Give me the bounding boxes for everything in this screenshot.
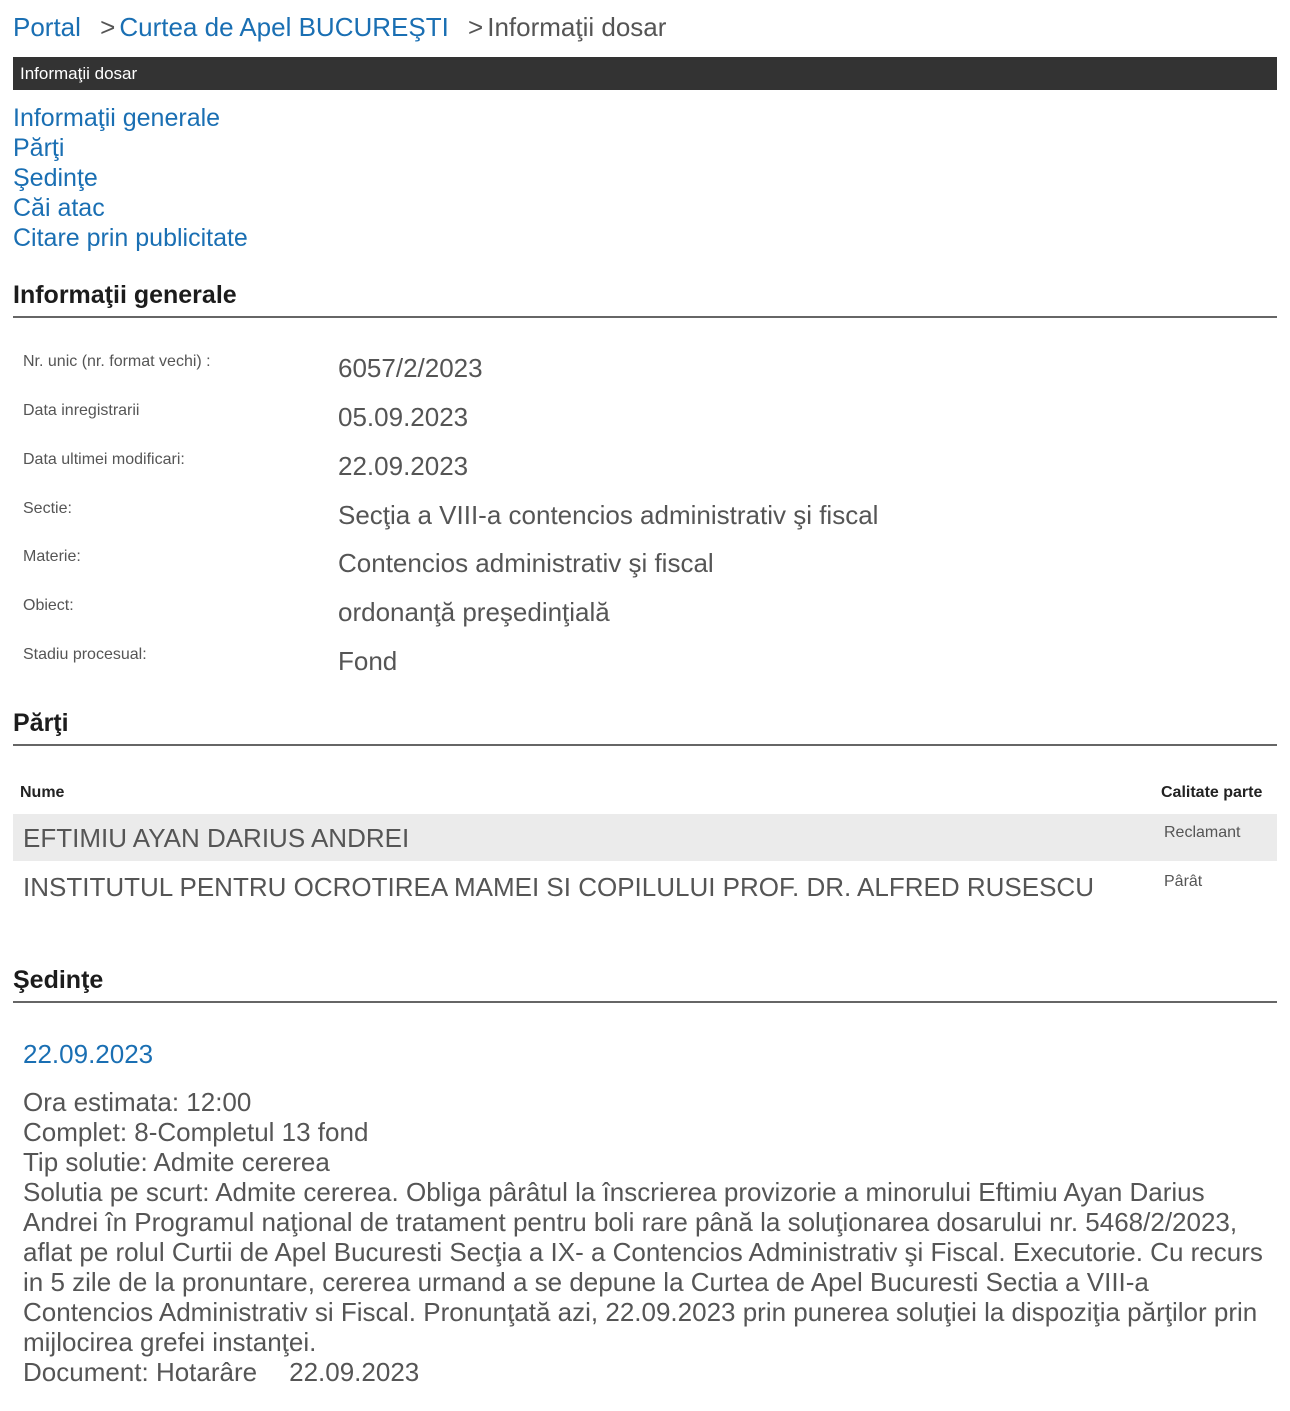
party-role: Pârât <box>1164 873 1203 890</box>
info-value: 05.09.2023 <box>338 402 469 432</box>
column-header-nume: Nume <box>20 784 65 801</box>
info-row <box>23 451 1273 491</box>
hearing-solution-type: Tip solutie: Admite cererea <box>23 1147 330 1177</box>
section-heading-informatii-generale: Informaţii generale <box>13 281 1277 318</box>
info-row <box>23 500 1273 540</box>
hearing-document-type: Document: Hotarâre <box>23 1357 258 1387</box>
hearing-document-date: 22.09.2023 <box>289 1357 420 1387</box>
nav-link-parti[interactable]: Părţi <box>13 134 65 162</box>
info-label: Nr. unic (nr. format vechi) : <box>23 353 211 370</box>
info-label: Obiect: <box>23 597 74 614</box>
breadcrumb <box>13 12 666 43</box>
info-row <box>23 548 1273 588</box>
info-label: Stadiu procesual: <box>23 646 147 663</box>
section-heading-sedinte: Şedinţe <box>13 966 1277 1003</box>
info-row <box>23 353 1273 393</box>
info-label: Materie: <box>23 548 81 565</box>
party-name: INSTITUTUL PENTRU OCROTIREA MAMEI SI COPILULUI PROF. DR. ALFRED RUSESCU <box>23 872 1094 902</box>
info-row <box>23 597 1273 637</box>
info-value: Secţia a VIII-a contencios administrativ şi fiscal <box>338 500 879 530</box>
party-name: EFTIMIU AYAN DARIUS ANDREI <box>23 823 410 853</box>
party-role: Reclamant <box>1164 824 1241 841</box>
nav-link-cai-atac[interactable]: Căi atac <box>13 194 105 222</box>
info-row <box>23 402 1273 442</box>
page-title-bar: Informaţii dosar <box>13 57 1277 90</box>
info-label: Data inregistrarii <box>23 402 140 419</box>
nav-link-sedinte[interactable]: Şedinţe <box>13 164 98 192</box>
party-row <box>13 862 1277 938</box>
info-value: 6057/2/2023 <box>338 353 483 383</box>
info-value: ordonanţă preşedinţială <box>338 597 610 627</box>
info-label: Sectie: <box>23 500 72 517</box>
column-header-calitate-parte: Calitate parte <box>1161 784 1263 801</box>
breadcrumb-separator: > <box>468 12 484 42</box>
breadcrumb-current: Informaţii dosar <box>487 12 667 42</box>
hearing-estimated-time: Ora estimata: 12:00 <box>23 1087 252 1117</box>
hearing-document <box>23 1357 1263 1387</box>
breadcrumb-court-link[interactable]: Curtea de Apel BUCUREŞTI <box>119 12 449 42</box>
breadcrumb-separator: > <box>100 12 116 42</box>
hearing-panel: Complet: 8-Completul 13 fond <box>23 1117 369 1147</box>
info-value: Contencios administrativ şi fiscal <box>338 548 714 578</box>
info-label: Data ultimei modificari: <box>23 451 185 468</box>
section-nav <box>13 103 248 253</box>
hearing-details <box>23 1087 1263 1387</box>
hearing-solution-summary: Solutia pe scurt: Admite cererea. Obliga pârâtul la înscrierea provizorie a minorului Eftimiu Ayan Darius Andrei în Programul naţional de tratament pentru boli rare până la soluţionarea dosarului nr. 5468/2/2023, aflat pe rolul Curtii de Apel Bucuresti Secţia a IX- a Contencios Administrativ şi Fiscal. Executorie. Cu recurs in 5 zile de la pronuntare, cererea urmand a se depune la Curtea de Apel Bucuresti Sectia a VIII-a Contencios Administrativ si Fiscal. Pronunţată azi, 22.09.2023 prin punerea soluţiei la dispoziţia părţilor prin mijlocirea grefei instanţei. <box>23 1177 1263 1357</box>
section-heading-parti: Părţi <box>13 709 1277 746</box>
nav-link-informatii-generale[interactable]: Informaţii generale <box>13 104 221 132</box>
breadcrumb-portal-link[interactable]: Portal <box>13 12 81 42</box>
info-value: 22.09.2023 <box>338 451 469 481</box>
nav-link-citare-prin-publicitate[interactable]: Citare prin publicitate <box>13 224 248 252</box>
info-value: Fond <box>338 646 398 676</box>
party-row <box>13 814 1277 861</box>
info-row <box>23 646 1273 686</box>
hearing-date-link[interactable]: 22.09.2023 <box>23 1039 154 1069</box>
